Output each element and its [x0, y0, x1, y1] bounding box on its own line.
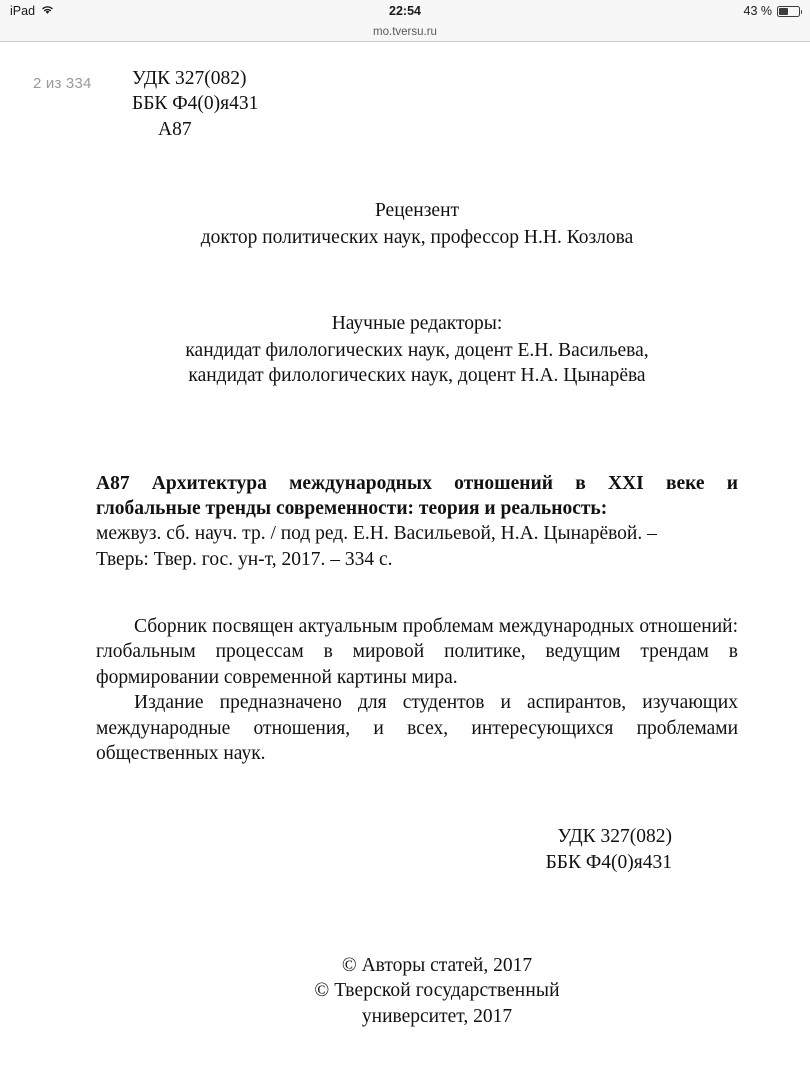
- annotation-paragraph: Издание предназначено для студентов и аспирантов, изучающих международные отношения, и всех, интересующихся проблемами общественных наук.: [96, 692, 738, 764]
- annotation-block: [96, 614, 738, 766]
- wifi-icon: [40, 4, 55, 18]
- document-body: [96, 60, 738, 1029]
- device-label: iPad: [10, 4, 36, 18]
- reviewer-heading: Рецензент: [374, 200, 460, 222]
- record-imprint-line: Тверь: Твер. гос. ун-т, 2017. – 334 с.: [96, 548, 393, 570]
- url-text: mo.tversu.ru: [373, 25, 437, 38]
- classification-bottom-block: [96, 824, 738, 875]
- bibliographic-record: [96, 471, 738, 572]
- catalog-code: А87: [158, 118, 192, 140]
- editors-block: [96, 311, 738, 389]
- status-bar-clock: 22:54: [389, 4, 421, 18]
- bbk-code-bottom: ББК Ф4(0)я431: [545, 851, 672, 873]
- copyright-line: © Авторы статей, 2017: [341, 954, 533, 976]
- copyright-line: университет, 2017: [361, 1005, 513, 1027]
- page-indicator: 2 из 334: [33, 75, 92, 92]
- bbk-code: ББК Ф4(0)я431: [132, 93, 259, 115]
- record-title-line: глобальные тренды современности: теория и реальность:: [96, 498, 608, 520]
- reviewer-block: [96, 198, 738, 251]
- copyright-line: © Тверской государственный: [314, 980, 560, 1002]
- battery-percent-label: 43 %: [743, 4, 772, 18]
- record-imprint-line: межвуз. сб. науч. тр. / под ред. Е.Н. Васильевой, Н.А. Цынарёвой. –: [96, 523, 657, 545]
- annotation-paragraph: Сборник посвящен актуальным проблемам международных отношений: глобальным процессам в мировой политике, ведущим трендам в формировании современной картины мира.: [96, 616, 738, 688]
- copyright-block: [96, 953, 738, 1029]
- editors-heading: Научные редакторы:: [331, 312, 503, 334]
- reviewer-name: доктор политических наук, профессор Н.Н. Козлова: [200, 227, 634, 249]
- classification-block: [132, 66, 738, 142]
- ios-status-bar: [0, 0, 810, 22]
- editor-entry: кандидат филологических наук, доцент Н.А. Цынарёва: [188, 365, 646, 387]
- status-bar-left: [10, 4, 150, 18]
- editor-entry: кандидат филологических наук, доцент Е.Н. Васильева,: [185, 340, 649, 362]
- status-bar-right: [660, 4, 800, 18]
- udk-code-bottom: УДК 327(082): [557, 826, 672, 848]
- battery-icon: [777, 6, 800, 17]
- udk-code: УДК 327(082): [132, 68, 247, 89]
- pdf-page-canvas[interactable]: [0, 42, 810, 1080]
- record-title-line: А87 Архитектура международных отношений в XXI веке и: [96, 472, 738, 494]
- browser-url-bar[interactable]: [0, 22, 810, 42]
